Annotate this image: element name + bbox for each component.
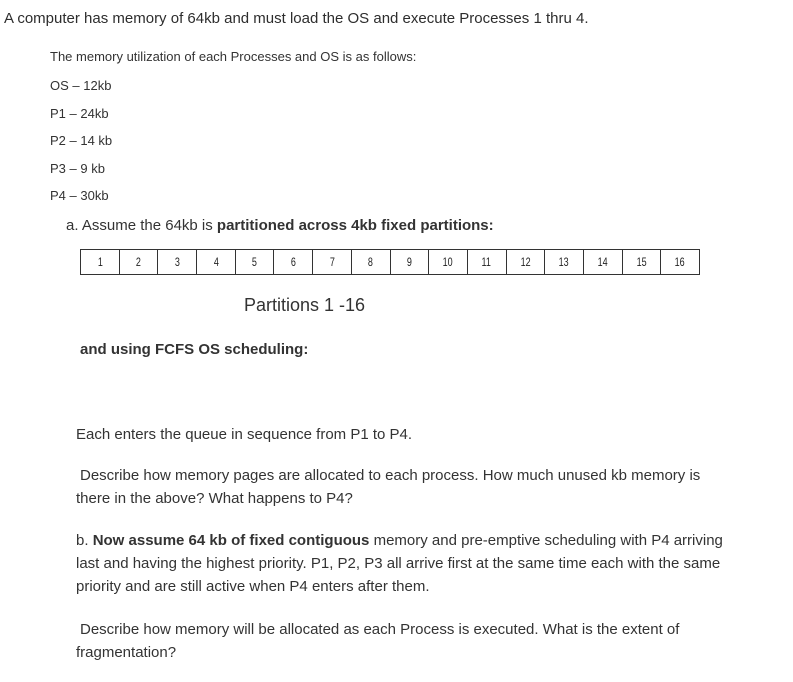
partition-table: [80, 249, 700, 275]
utilization-title: The memory utilization of each Processes and OS is as follows:: [50, 49, 417, 64]
partition-cell: 6: [274, 250, 313, 274]
part-b-text: [76, 529, 736, 598]
part-a-text: [66, 217, 494, 234]
fcfs-text: and using FCFS OS scheduling:: [80, 341, 309, 358]
partition-cell: 16: [675, 255, 686, 269]
part-b-bold: Now assume 64 kb of fixed contiguous: [92, 532, 370, 549]
memory-item-p2: P2 – 14 kb: [50, 133, 113, 148]
partition-cell: 12: [507, 250, 546, 274]
part-a-prefix: a. Assume the 64kb is: [66, 217, 217, 234]
partition-cell: 13: [545, 250, 584, 274]
memory-item-p3: P3 – 9 kb: [50, 161, 105, 176]
partitions-caption: Partitions 1 -16: [244, 295, 366, 315]
partition-cell: 5: [236, 250, 275, 274]
partition-cell: 8: [352, 250, 391, 274]
partition-cell: 3: [158, 250, 197, 274]
partition-cell: 10: [429, 250, 468, 274]
describe-a-text: Describe how memory pages are allocated to each process. How much unused kb memory is there in the above? What happens to P4?: [76, 467, 701, 507]
partition-cell: 4: [197, 250, 236, 274]
part-a-bold: partitioned across 4kb fixed partitions:: [216, 217, 494, 234]
partition-cell: 11: [468, 250, 507, 274]
partition-cell: 15: [623, 250, 662, 274]
memory-item-p4: P4 – 30kb: [50, 188, 109, 203]
part-b-rest: memory and pre-emptive scheduling with P4 arriving last and having the highest priority. P1, P2, P3 all arrive first at the same time each with the same priority and are still active when P4 enters after them.: [76, 532, 723, 595]
intro-text: A computer has memory of 64kb and must load the OS and execute Processes 1 thru 4.: [4, 10, 589, 27]
partition-cell: 1: [81, 250, 120, 274]
partition-cell: 9: [391, 250, 430, 274]
partition-cell: 2: [120, 250, 159, 274]
memory-item-p1: P1 – 24kb: [50, 106, 109, 121]
partition-cell: 7: [313, 250, 352, 274]
memory-item-os: OS – 12kb: [50, 78, 112, 93]
part-b-prefix: b.: [76, 532, 93, 549]
queue-text: Each enters the queue in sequence from P1 to P4.: [76, 426, 413, 443]
describe-b-text: Describe how memory will be allocated as each Process is executed. What is the extent of fragmentation?: [76, 621, 680, 661]
partition-cell: 14: [584, 250, 623, 274]
